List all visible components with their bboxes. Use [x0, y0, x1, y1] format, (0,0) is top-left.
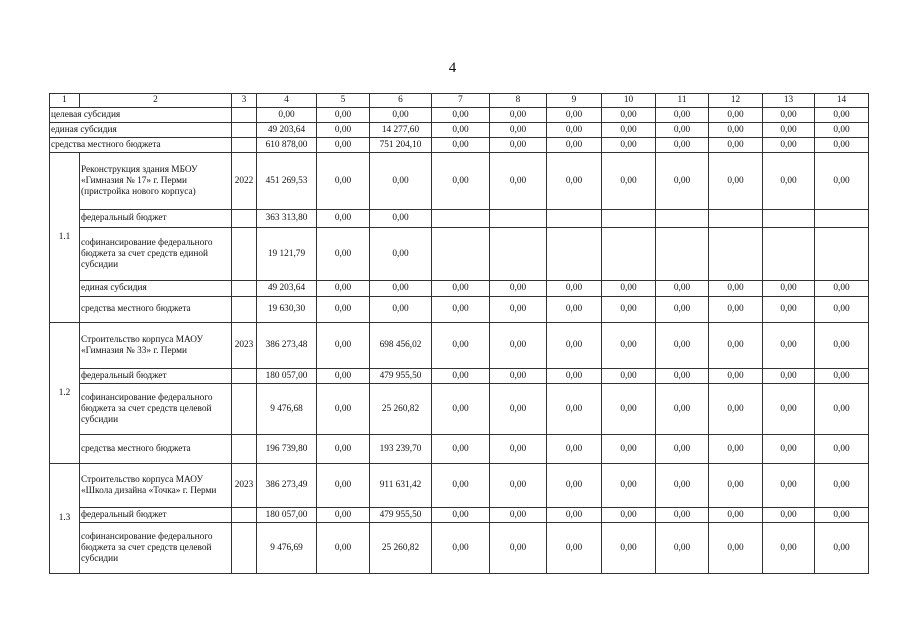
- value-cell: [815, 210, 869, 228]
- value-cell: 0,00: [602, 153, 656, 210]
- table-row: [50, 508, 869, 523]
- value-cell: 0,00: [602, 523, 656, 574]
- value-cell: 0,00: [317, 108, 370, 123]
- column-header: 1: [50, 94, 80, 108]
- section-number: 1.1: [50, 153, 80, 323]
- value-cell: 0,00: [815, 108, 869, 123]
- value-cell: 0,00: [317, 523, 370, 574]
- table-row: [50, 138, 869, 153]
- table-row: [50, 228, 869, 281]
- column-header: 10: [602, 94, 656, 108]
- value-cell: 0,00: [709, 297, 763, 323]
- year-cell: [232, 281, 257, 297]
- value-cell: 698 456,02: [370, 323, 432, 369]
- page-number: 4: [448, 60, 457, 76]
- year-cell: [232, 228, 257, 281]
- value-cell: 0,00: [709, 281, 763, 297]
- table-row: [50, 153, 869, 210]
- value-cell: 0,00: [317, 384, 370, 435]
- value-cell: 0,00: [432, 153, 490, 210]
- table-row: [50, 123, 869, 138]
- value-cell: 0,00: [815, 369, 869, 384]
- value-cell: 0,00: [547, 464, 602, 508]
- row-label: средства местного бюджета: [50, 138, 232, 153]
- value-cell: 0,00: [432, 369, 490, 384]
- value-cell: 0,00: [257, 108, 317, 123]
- value-cell: 0,00: [602, 323, 656, 369]
- value-cell: 0,00: [815, 435, 869, 464]
- value-cell: [490, 228, 547, 281]
- value-cell: 0,00: [656, 297, 709, 323]
- value-cell: 0,00: [656, 281, 709, 297]
- value-cell: 0,00: [709, 153, 763, 210]
- row-label: целевая субсидия: [50, 108, 232, 123]
- value-cell: 0,00: [370, 108, 432, 123]
- table-row: [50, 108, 869, 123]
- value-cell: 0,00: [763, 384, 815, 435]
- value-cell: 0,00: [656, 323, 709, 369]
- year-cell: [232, 297, 257, 323]
- value-cell: 0,00: [815, 523, 869, 574]
- value-cell: 193 239,70: [370, 435, 432, 464]
- value-cell: 0,00: [317, 508, 370, 523]
- value-cell: 0,00: [709, 108, 763, 123]
- row-label: средства местного бюджета: [80, 297, 232, 323]
- column-header: 7: [432, 94, 490, 108]
- value-cell: 0,00: [317, 323, 370, 369]
- year-cell: 2023: [232, 323, 257, 369]
- value-cell: 180 057,00: [257, 508, 317, 523]
- value-cell: 0,00: [602, 123, 656, 138]
- value-cell: 751 204,10: [370, 138, 432, 153]
- row-label: федеральный бюджет: [80, 369, 232, 384]
- value-cell: 0,00: [317, 138, 370, 153]
- value-cell: 0,00: [370, 153, 432, 210]
- value-cell: 0,00: [763, 138, 815, 153]
- table-row: [50, 297, 869, 323]
- value-cell: 0,00: [709, 435, 763, 464]
- value-cell: 0,00: [815, 384, 869, 435]
- value-cell: 0,00: [547, 323, 602, 369]
- value-cell: 0,00: [709, 508, 763, 523]
- value-cell: 0,00: [815, 153, 869, 210]
- value-cell: [763, 228, 815, 281]
- value-cell: 0,00: [763, 281, 815, 297]
- value-cell: 19 630,30: [257, 297, 317, 323]
- value-cell: 0,00: [815, 138, 869, 153]
- value-cell: 0,00: [490, 323, 547, 369]
- value-cell: 0,00: [547, 281, 602, 297]
- value-cell: 0,00: [547, 123, 602, 138]
- value-cell: 911 631,42: [370, 464, 432, 508]
- value-cell: 0,00: [763, 464, 815, 508]
- value-cell: 196 739,80: [257, 435, 317, 464]
- value-cell: 0,00: [547, 138, 602, 153]
- value-cell: 0,00: [317, 210, 370, 228]
- row-label: софинансирование федерального бюджета за счет средств целевой субсидии: [80, 384, 232, 435]
- year-cell: [232, 210, 257, 228]
- value-cell: 0,00: [709, 138, 763, 153]
- budget-table: [49, 93, 869, 574]
- table-row: [50, 464, 869, 508]
- value-cell: [602, 210, 656, 228]
- value-cell: 0,00: [317, 123, 370, 138]
- row-label: единая субсидия: [50, 123, 232, 138]
- value-cell: 0,00: [432, 384, 490, 435]
- value-cell: 0,00: [815, 281, 869, 297]
- value-cell: 0,00: [709, 464, 763, 508]
- value-cell: 0,00: [815, 508, 869, 523]
- value-cell: 0,00: [317, 153, 370, 210]
- value-cell: 180 057,00: [257, 369, 317, 384]
- value-cell: 0,00: [547, 435, 602, 464]
- value-cell: 0,00: [432, 323, 490, 369]
- value-cell: 0,00: [490, 523, 547, 574]
- value-cell: [656, 210, 709, 228]
- value-cell: [763, 210, 815, 228]
- row-label: Реконструкция здания МБОУ «Гимназия № 17» г. Перми (пристройка нового корпуса): [80, 153, 232, 210]
- year-cell: [232, 138, 257, 153]
- value-cell: 0,00: [656, 464, 709, 508]
- table-row: [50, 281, 869, 297]
- year-cell: 2022: [232, 153, 257, 210]
- table-row: [50, 369, 869, 384]
- row-label: единая субсидия: [80, 281, 232, 297]
- value-cell: 0,00: [317, 228, 370, 281]
- row-label: Строительство корпуса МАОУ «Школа дизайна «Точка» г. Перми: [80, 464, 232, 508]
- value-cell: 0,00: [547, 523, 602, 574]
- value-cell: 0,00: [317, 281, 370, 297]
- column-header: 8: [490, 94, 547, 108]
- value-cell: 0,00: [815, 297, 869, 323]
- value-cell: 0,00: [602, 138, 656, 153]
- year-cell: [232, 523, 257, 574]
- table-row: [50, 523, 869, 574]
- column-header: 3: [232, 94, 257, 108]
- column-header: 2: [80, 94, 232, 108]
- value-cell: 0,00: [370, 228, 432, 281]
- value-cell: 0,00: [602, 384, 656, 435]
- row-label: федеральный бюджет: [80, 508, 232, 523]
- value-cell: 0,00: [763, 323, 815, 369]
- value-cell: 0,00: [547, 297, 602, 323]
- column-header: 13: [763, 94, 815, 108]
- table-row: [50, 323, 869, 369]
- column-header: 6: [370, 94, 432, 108]
- year-cell: [232, 384, 257, 435]
- value-cell: 0,00: [432, 108, 490, 123]
- value-cell: 0,00: [490, 384, 547, 435]
- value-cell: [602, 228, 656, 281]
- value-cell: 0,00: [709, 384, 763, 435]
- row-label: Строительство корпуса МАОУ «Гимназия № 33» г. Перми: [80, 323, 232, 369]
- value-cell: 0,00: [432, 435, 490, 464]
- value-cell: 0,00: [602, 464, 656, 508]
- value-cell: 0,00: [490, 435, 547, 464]
- value-cell: 0,00: [763, 153, 815, 210]
- value-cell: 0,00: [709, 323, 763, 369]
- value-cell: [709, 228, 763, 281]
- value-cell: 0,00: [317, 297, 370, 323]
- value-cell: 0,00: [547, 384, 602, 435]
- value-cell: 0,00: [490, 508, 547, 523]
- value-cell: 0,00: [602, 435, 656, 464]
- value-cell: 363 313,80: [257, 210, 317, 228]
- value-cell: 0,00: [656, 123, 709, 138]
- year-cell: [232, 108, 257, 123]
- value-cell: 0,00: [815, 123, 869, 138]
- value-cell: 49 203,64: [257, 123, 317, 138]
- table-row: [50, 210, 869, 228]
- value-cell: [709, 210, 763, 228]
- value-cell: 9 476,68: [257, 384, 317, 435]
- value-cell: 451 269,53: [257, 153, 317, 210]
- value-cell: 0,00: [432, 508, 490, 523]
- value-cell: 386 273,48: [257, 323, 317, 369]
- value-cell: 0,00: [763, 523, 815, 574]
- value-cell: 0,00: [547, 108, 602, 123]
- value-cell: 386 273,49: [257, 464, 317, 508]
- value-cell: 0,00: [602, 297, 656, 323]
- table-row: [50, 435, 869, 464]
- header-row: [50, 94, 869, 108]
- value-cell: 0,00: [656, 384, 709, 435]
- value-cell: 0,00: [763, 297, 815, 323]
- row-label: софинансирование федерального бюджета за счет средств целевой субсидии: [80, 523, 232, 574]
- value-cell: 0,00: [317, 435, 370, 464]
- value-cell: 0,00: [656, 523, 709, 574]
- value-cell: 0,00: [547, 508, 602, 523]
- value-cell: [815, 228, 869, 281]
- value-cell: 0,00: [490, 108, 547, 123]
- year-cell: [232, 123, 257, 138]
- value-cell: 19 121,79: [257, 228, 317, 281]
- value-cell: 0,00: [490, 123, 547, 138]
- column-header: 9: [547, 94, 602, 108]
- value-cell: 0,00: [432, 297, 490, 323]
- value-cell: 0,00: [656, 508, 709, 523]
- row-label: софинансирование федерального бюджета за счет средств единой субсидии: [80, 228, 232, 281]
- value-cell: 610 878,00: [257, 138, 317, 153]
- value-cell: 0,00: [763, 108, 815, 123]
- value-cell: 0,00: [317, 464, 370, 508]
- value-cell: 0,00: [490, 138, 547, 153]
- value-cell: 0,00: [763, 123, 815, 138]
- column-header: 11: [656, 94, 709, 108]
- value-cell: 479 955,50: [370, 508, 432, 523]
- value-cell: [547, 210, 602, 228]
- section-number: 1.3: [50, 464, 80, 574]
- year-cell: 2023: [232, 464, 257, 508]
- value-cell: 0,00: [602, 281, 656, 297]
- value-cell: 25 260,82: [370, 523, 432, 574]
- value-cell: 0,00: [602, 108, 656, 123]
- value-cell: 0,00: [602, 508, 656, 523]
- value-cell: 0,00: [602, 369, 656, 384]
- value-cell: [490, 210, 547, 228]
- value-cell: 0,00: [490, 369, 547, 384]
- value-cell: 0,00: [432, 138, 490, 153]
- section-number: 1.2: [50, 323, 80, 464]
- value-cell: 14 277,60: [370, 123, 432, 138]
- value-cell: 0,00: [432, 123, 490, 138]
- value-cell: 0,00: [656, 435, 709, 464]
- value-cell: 0,00: [763, 508, 815, 523]
- year-cell: [232, 369, 257, 384]
- year-cell: [232, 508, 257, 523]
- value-cell: 0,00: [656, 108, 709, 123]
- value-cell: 0,00: [547, 369, 602, 384]
- value-cell: 0,00: [490, 297, 547, 323]
- column-header: 4: [257, 94, 317, 108]
- value-cell: 0,00: [370, 297, 432, 323]
- value-cell: 0,00: [490, 464, 547, 508]
- row-label: федеральный бюджет: [80, 210, 232, 228]
- value-cell: 0,00: [763, 369, 815, 384]
- table-row: [50, 384, 869, 435]
- value-cell: 0,00: [547, 153, 602, 210]
- value-cell: 0,00: [815, 464, 869, 508]
- value-cell: 0,00: [709, 523, 763, 574]
- value-cell: 0,00: [656, 138, 709, 153]
- column-header: 14: [815, 94, 869, 108]
- value-cell: 0,00: [370, 281, 432, 297]
- value-cell: [547, 228, 602, 281]
- value-cell: 0,00: [709, 369, 763, 384]
- value-cell: 9 476,69: [257, 523, 317, 574]
- value-cell: 0,00: [432, 464, 490, 508]
- value-cell: [432, 210, 490, 228]
- year-cell: [232, 435, 257, 464]
- row-label: средства местного бюджета: [80, 435, 232, 464]
- value-cell: 479 955,50: [370, 369, 432, 384]
- value-cell: 0,00: [709, 123, 763, 138]
- value-cell: 0,00: [815, 323, 869, 369]
- value-cell: 0,00: [763, 435, 815, 464]
- value-cell: 0,00: [490, 281, 547, 297]
- value-cell: 0,00: [432, 523, 490, 574]
- value-cell: 0,00: [656, 369, 709, 384]
- value-cell: 0,00: [432, 281, 490, 297]
- value-cell: 0,00: [317, 369, 370, 384]
- value-cell: [432, 228, 490, 281]
- value-cell: 0,00: [370, 210, 432, 228]
- value-cell: 0,00: [490, 153, 547, 210]
- value-cell: 49 203,64: [257, 281, 317, 297]
- column-header: 5: [317, 94, 370, 108]
- value-cell: [656, 228, 709, 281]
- value-cell: 0,00: [656, 153, 709, 210]
- value-cell: 25 260,82: [370, 384, 432, 435]
- column-header: 12: [709, 94, 763, 108]
